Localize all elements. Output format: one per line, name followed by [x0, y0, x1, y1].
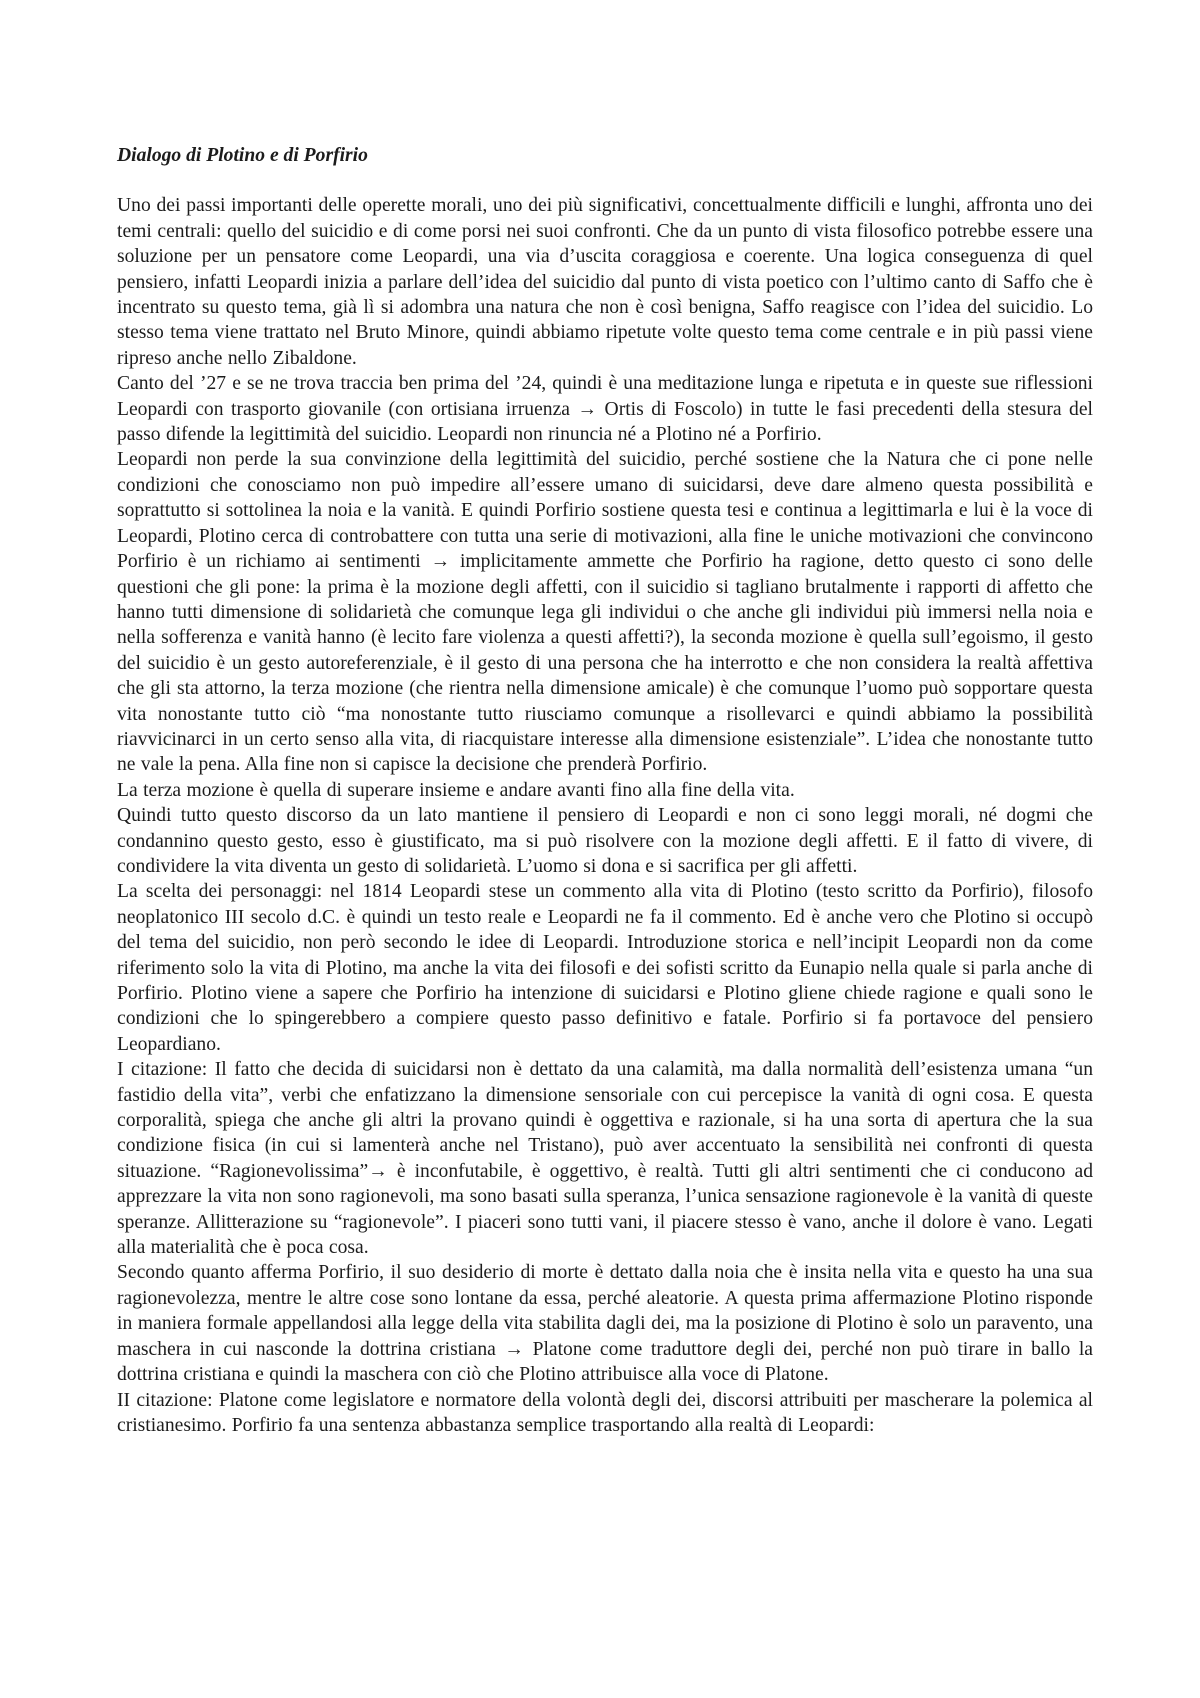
document-body	[117, 143, 1093, 1438]
document-title: Dialogo di Plotino e di Porfirio	[117, 145, 368, 166]
paragraph-terza-mozione: La terza mozione è quella di superare insieme e andare avanti fino alla fine della vita.	[117, 779, 795, 801]
paragraph-mozione-affetti: Quindi tutto questo discorso da un lato mantiene il pensiero di Leopardi e non ci sono leggi morali, né dogmi che condannino questo gesto, esso è giustificato, ma si può risolvere con la mozione degli affetti. E il fatto di vivere, di condividere la vita diventa un gesto di solidarietà. L’uomo si dona e si sacrifica per gli affetti.	[117, 805, 1093, 877]
paragraph-intro: Uno dei passi importanti delle operette morali, uno dei più significativi, concettualmente difficili e lunghi, affronta uno dei temi centrali: quello del suicidio e di come porsi nei suoi confronti. Che da un punto di vista filosofico potrebbe essere una soluzione per un pensatore come Leopardi, una via d’uscita coraggiosa e coerente. Una logica conseguenza di quel pensiero, infatti Leopardi inizia a parlare dell’idea del suicidio dal punto di vista poetico con l’ultimo canto di Saffo che è incentrato su questo tema, già lì si adombra una natura che non è così benigna, Saffo reagisce con l’idea del suicidio. Lo stesso tema viene trattato nel Bruto Minore, quindi abbiamo ripetute volte questo tema come centrale e in più passi viene ripreso anche nello Zibaldone.	[117, 195, 1093, 369]
paragraph-seconda-citazione: II citazione: Platone come legislatore e normatore della volontà degli dei, discorsi attribuiti per mascherare la polemica al cristianesimo. Porfirio fa una sentenza abbastanza semplice trasportando alla realtà di Leopardi:	[117, 1389, 1093, 1436]
paragraph-desiderio-morte: Secondo quanto afferma Porfirio, il suo desiderio di morte è dettato dalla noia che è insita nella vita e questo ha una sua ragionevolezza, mentre le altre cose sono lontane da essa, perché aleatorie. A questa prima affermazione Plotino risponde in maniera formale appellandosi alla legge della vita stabilita dagli dei, ma la posizione di Plotino è solo un paravento, una maschera in cui nasconde la dottrina cristiana → Platone come traduttore degli dei, perché non può tirare in ballo la dottrina cristiana e quindi la maschera con ciò che Plotino attribuisce alla voce di Platone.	[117, 1262, 1093, 1386]
paragraph-legittimita-suicidio: Leopardi non perde la sua convinzione della legittimità del suicidio, perché sostiene che la Natura che ci pone nelle condizioni che conosciamo non può impedire all’essere umano di suicidarsi, deve dare almeno questa possibilità e soprattutto si sottolinea la noia e la vanità. E quindi Porfirio sostiene questa tesi e continua a legittimarla e lui è la voce di Leopardi, Plotino cerca di controbattere con tutta una serie di motivazioni, alla fine le uniche motivazioni che convincono Porfirio è un richiamo ai sentimenti → implicitamente ammette che Porfirio ha ragione, detto questo ci sono delle questioni che gli pone: la prima è la mozione degli affetti, con il suicidio si tagliano brutalmente i rapporti di affetto che hanno tutti dimensione di solidarietà che comunque lega gli individui o che anche gli individui più immersi nella noia e nella sofferenza e vanità hanno (è lecito fare violenza a questi affetti?), la seconda mozione è quella sull’egoismo, il gesto del suicidio è un gesto autoreferenziale, è il gesto di una persona che ha interrotto e che non considera la realtà affettiva che gli sta attorno, la terza mozione (che rientra nella dimensione amicale) è che comunque l’uomo può sopportare questa vita nonostante tutto ciò “ma nonostante tutto riusciamo comunque a risollevarci e quindi abbiamo la possibilità riavvicinarci in un certo senso alla vita, di riacquistare interesse alla dimensione esistenziale”. L’idea che nonostante tutto ne vale la pena. Alla fine non si capisce la decisione che prenderà Porfirio.	[117, 449, 1093, 776]
paragraph-canto-27: Canto del ’27 e se ne trova traccia ben prima del ’24, quindi è una meditazione lunga e ripetuta e in queste sue riflessioni Leopardi con trasporto giovanile (con ortisiana irruenza → Ortis di Foscolo) in tutte le fasi precedenti della stesura del passo difende la legittimità del suicidio. Leopardi non rinuncia né a Plotino né a Porfirio.	[117, 373, 1093, 446]
paragraph-scelta-personaggi: La scelta dei personaggi: nel 1814 Leopardi stese un commento alla vita di Plotino (testo scritto da Porfirio), filosofo neoplatonico III secolo d.C. è quindi un testo reale e Leopardi ne fa il commento. Ed è anche vero che Plotino si occupò del tema del suicidio, non però secondo le idee di Leopardi. Introduzione storica e nell’incipit Leopardi non da come riferimento solo la vita di Plotino, ma anche la vita dei filosofi e dei sofisti scritto da Eunapio nella quale si parla anche di Porfirio. Plotino viene a sapere che Porfirio ha intenzione di suicidarsi e Plotino gliene chiede ragione e quali sono le condizioni che lo spingerebbero a compiere questo passo definitivo e fatale. Porfirio si fa portavoce del pensiero Leopardiano.	[117, 881, 1093, 1055]
paragraph-prima-citazione: I citazione: Il fatto che decida di suicidarsi non è dettato da una calamità, ma dalla normalità dell’esistenza umana “un fastidio della vita”, verbi che enfatizzano la dimensione sensoriale con cui percepisce la vanità di ogni cosa. E questa corporalità, spiega che anche gli altri la provano quindi è oggettiva e razionale, si ha una sorta di apertura che la sua condizione fisica (in cui si lamenterà anche nel Tristano), può aver accentuato la sensibilità nei confronti di questa situazione. “Ragionevolissima”→ è inconfutabile, è oggettivo, è realtà. Tutti gli altri sentimenti che ci conducono ad apprezzare la vita non sono ragionevoli, ma sono basati sulla speranza, l’unica sensazione ragionevole è la vanità di queste speranze. Allitterazione su “ragionevole”. I piaceri sono tutti vani, il piacere stesso è vano, anche il dolore è vano. Legati alla materialità che è poca cosa.	[117, 1059, 1093, 1259]
